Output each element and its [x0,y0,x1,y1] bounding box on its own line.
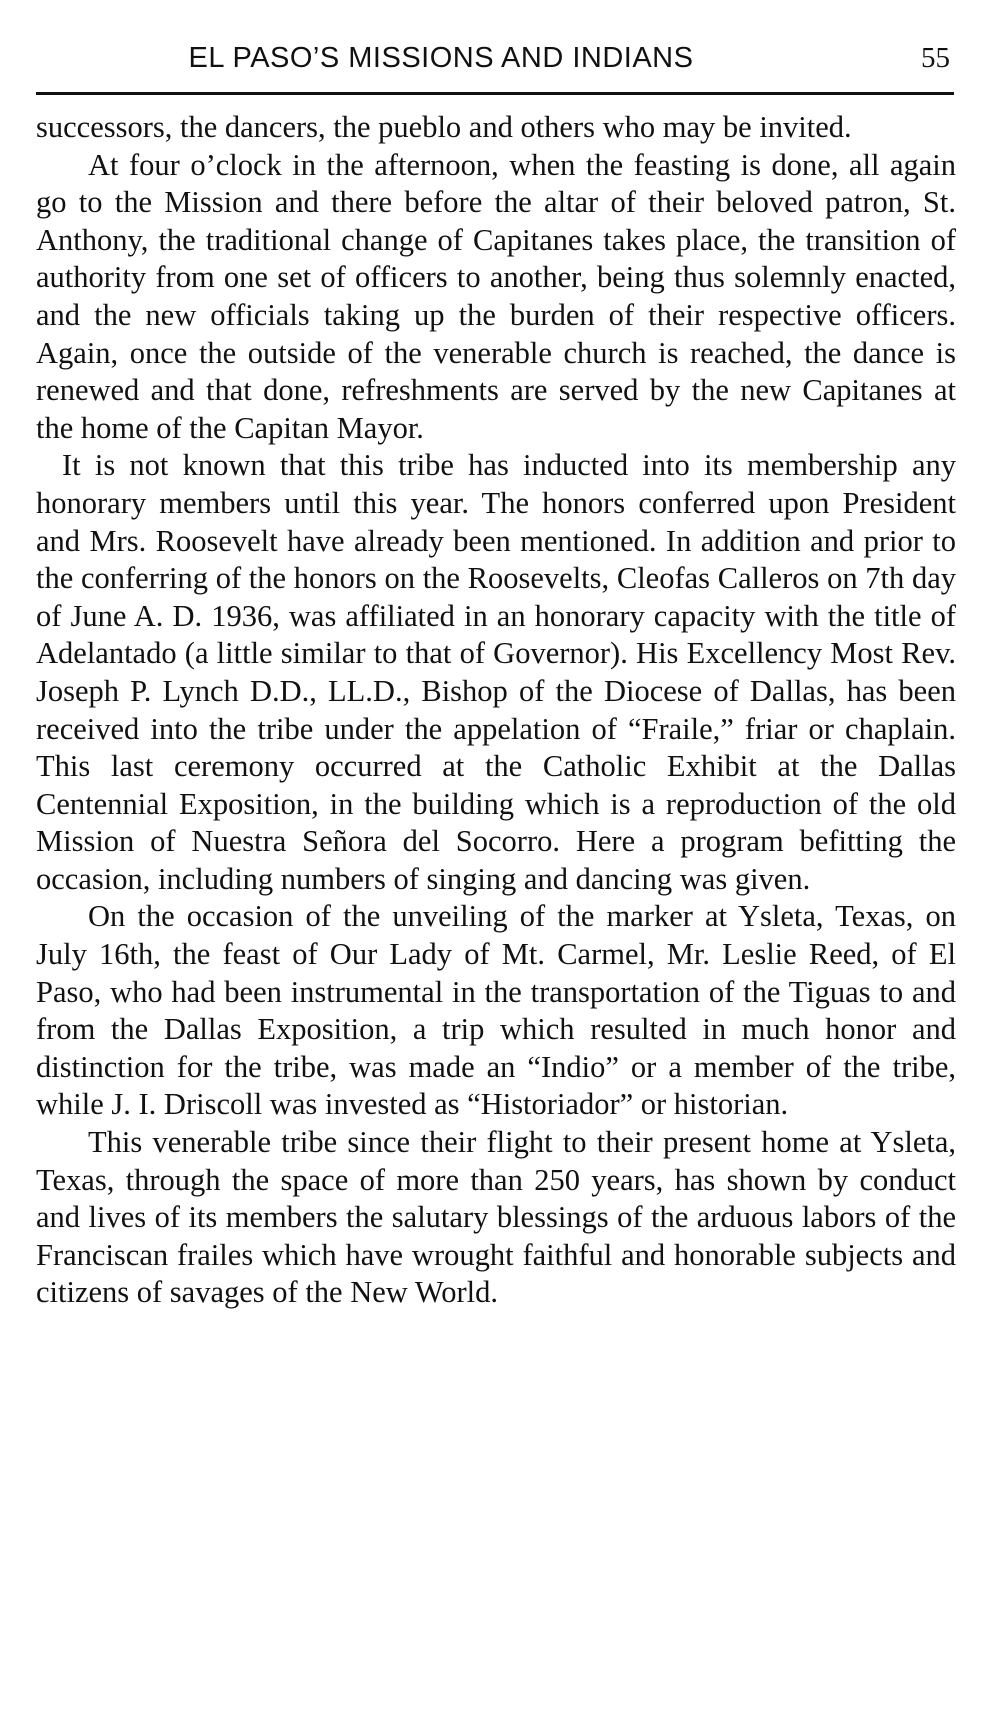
header-rule [36,92,954,95]
running-title: EL PASO’S MISSIONS AND INDIANS [188,42,694,74]
paragraph-ysleta-marker: On the occasion of the unveiling of the marker at Ysleta, Texas, on July 16th, the feast of Our Lady of Mt. Carmel, Mr. Leslie Reed, of El Paso, who had been instrumental in the transportation of the Tiguas to and from the Dallas Exposition, a trip which resulted in much honor and distinction for the tribe, was made an “Indio” or a member of the tribe, while J. I. Driscoll was invested as “Historiador” or historian. [36,899,956,1122]
paragraph-venerable-tribe: This venerable tribe since their flight to their present home at Ysleta, Texas, through the space of more than 250 years, has shown by conduct and lives of its members the salutary blessings of the arduous labors of the Franciscan frailes which have wrought faithful and honorable subjects and citizens of savages of the New World. [36,1125,956,1310]
page-number: 55 [921,42,950,74]
paragraph-capitanes: At four o’clock in the afternoon, when the feasting is done, all again go to the Mission and there before the altar of their beloved patron, St. Anthony, the traditional change of Capitanes takes place, the transition of authority from one set of officers to another, being thus solemnly enacted, and the new officials taking up the burden of their respective officers. Again, once the outside of the venerable church is reached, the dance is renewed and that done, refreshments are served by the new Capitanes at the home of the Capitan Mayor. [36,147,956,445]
paragraph-honorary-members: It is not known that this tribe has inducted into its membership any honorary members until this year. The honors conferred upon President and Mrs. Roosevelt have already been mentioned. In addition and prior to the conferring of the honors on the Roosevelts, Cleofas Calleros on 7th day of June A. D. 1936, was affiliated in an honorary capacity with the title of Adelantado (a little similar to that of Governor). His Excellency Most Rev. Joseph P. Lynch D.D., LL.D., Bishop of the Diocese of Dallas, has been received into the tribe under the appelation of “Fraile,” friar or chaplain. This last ceremony occurred at the Catholic Exhibit at the Dallas Centennial Exposition, in the building which is a reproduction of the old Mission of Nuestra Señora del Socorro. Here a program befitting the occasion, including numbers of singing and dancing was given. [36,448,956,896]
running-header [36,36,956,84]
paragraph-continuation: successors, the dancers, the pueblo and others who may be invited. [36,110,852,144]
book-page [36,36,956,1696]
body-text [36,109,956,1312]
